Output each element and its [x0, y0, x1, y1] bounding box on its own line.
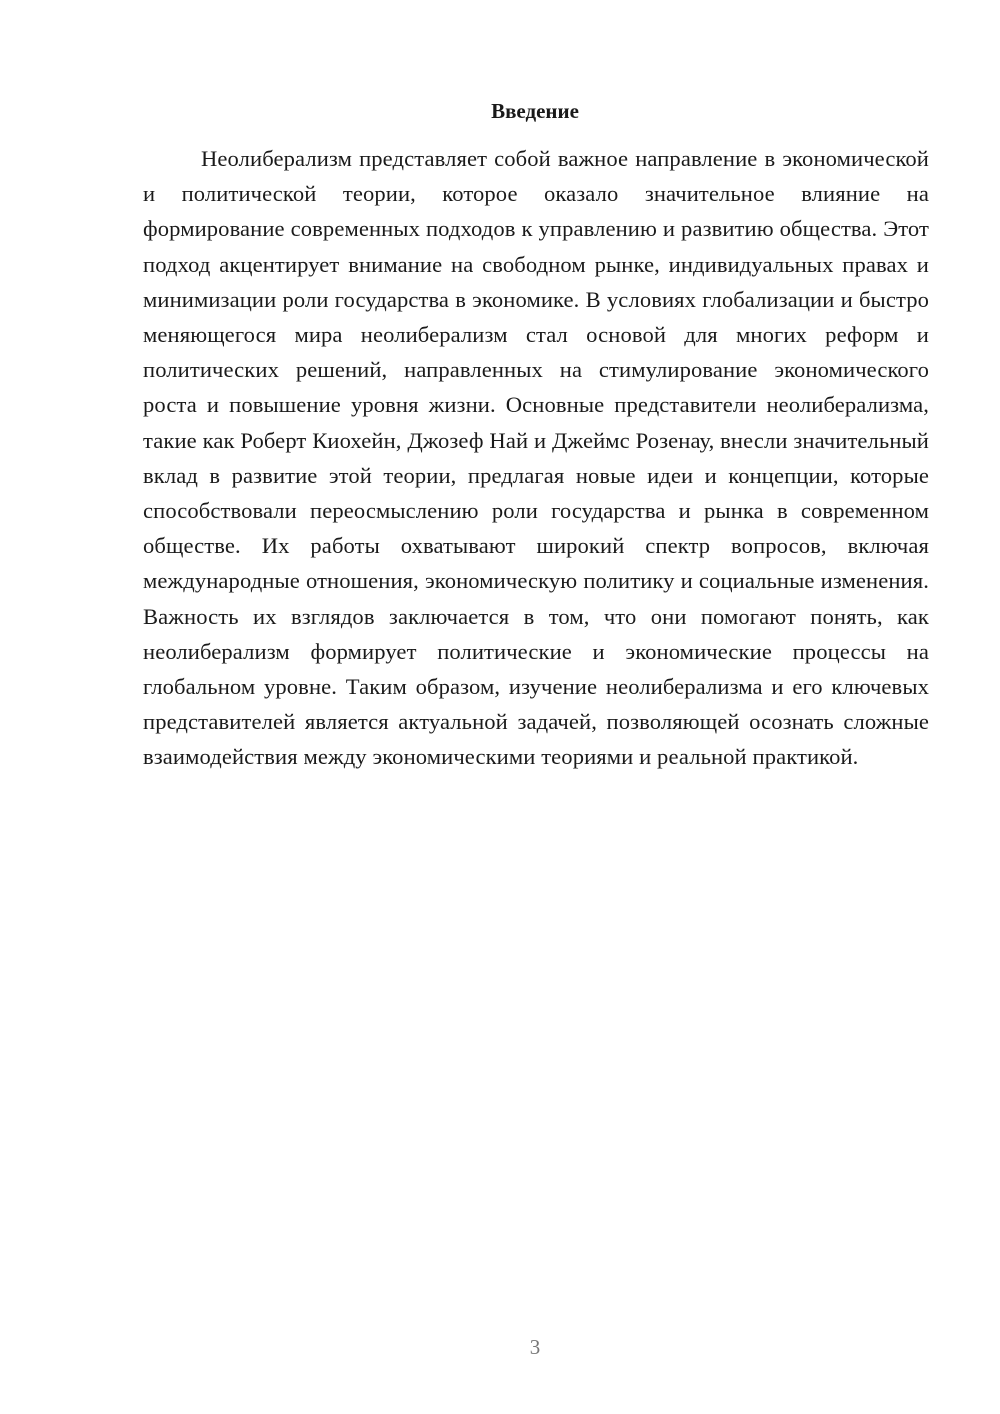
section-heading: Введение — [491, 99, 579, 123]
page-number: 3 — [529, 1335, 541, 1359]
body-paragraph: Неолиберализм представляет собой важное направление в экономической и политической теории, которое оказало значительное влияние на формирование современных подходов к управлению и развитию общества. Этот подход акцентирует внимание на свободном рынке, индивидуальных правах и минимизации роли государства в экономике. В условиях глобализации и быстро меняющегося мира неолиберализм стал основой для многих реформ и политических решений, направленных на стимулирование экономического роста и повышение уровня жизни. Основные представители неолиберализма, такие как Роберт Киохейн, Джозеф Най и Джеймс Розенау, внесли значительный вклад в развитие этой теории, предлагая новые идеи и концепции, которые способствовали переосмыслению роли государства и рынка в современном обществе. Их работы охватывают широкий спектр вопросов, включая международные отношения, экономическую политику и социальные изменения. Важность их взглядов заключается в том, что они помогают понять, как неолиберализм формирует политические и экономические процессы на глобальном уровне. Таким образом, изучение неолиберализма и его ключевых представителей является актуальной задачей, позволяющей осознать сложные взаимодействия между экономическими теориями и реальной практикой. — [143, 146, 929, 770]
